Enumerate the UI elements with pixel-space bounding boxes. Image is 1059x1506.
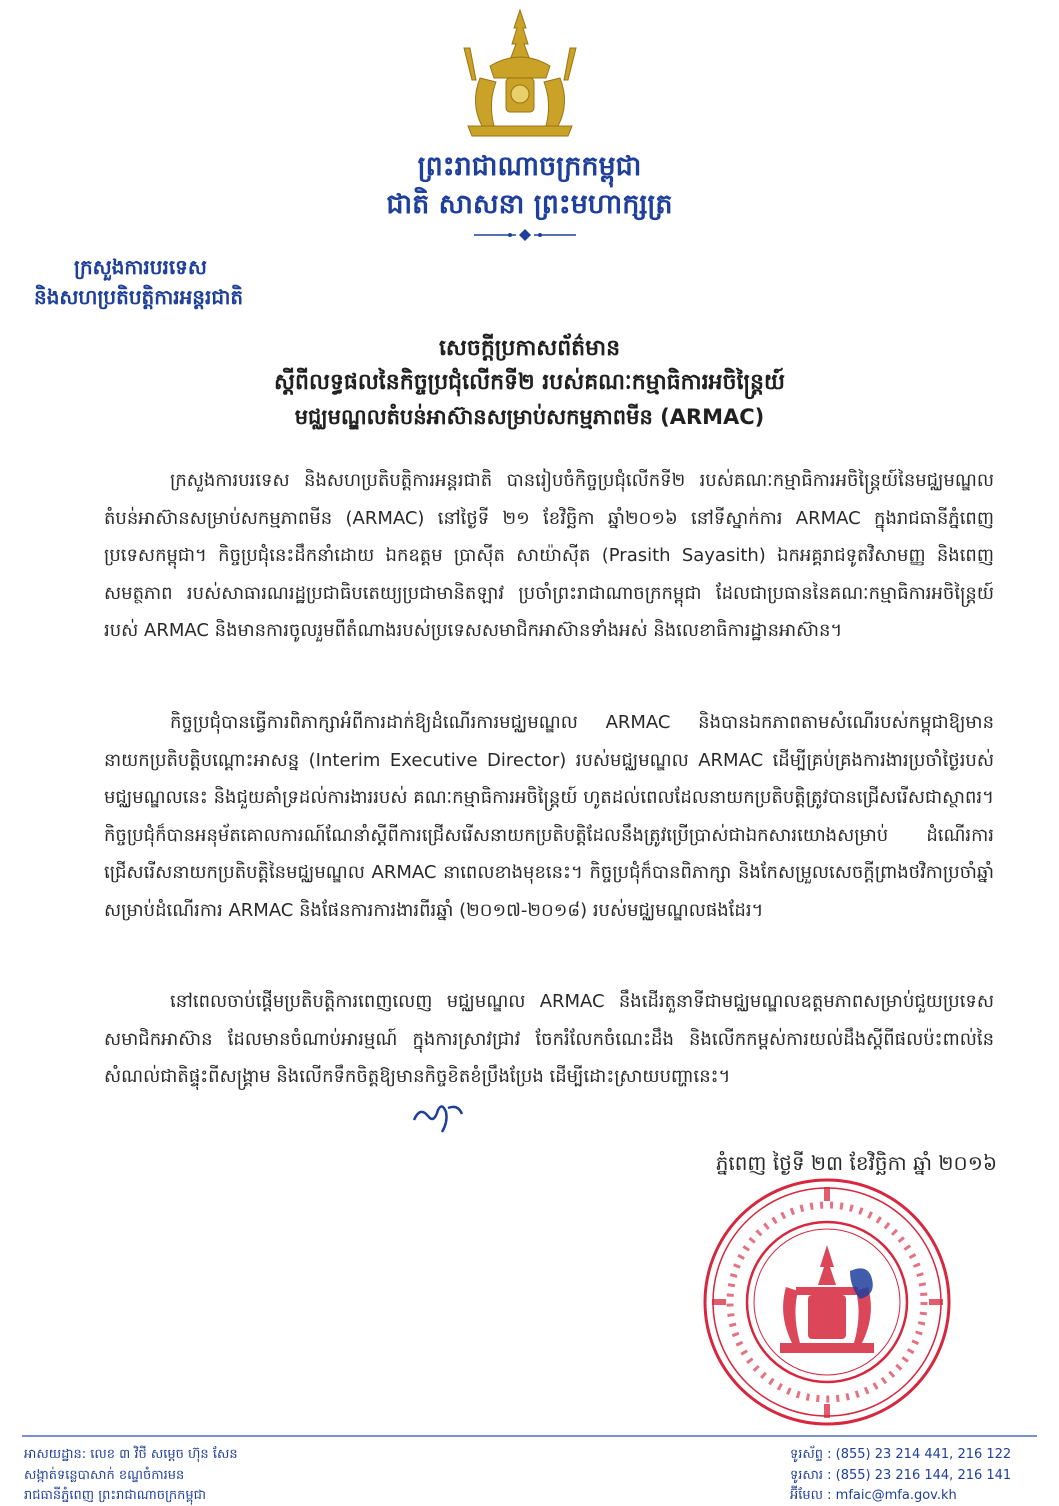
document-subject-line1: ស្តីពីលទ្ធផលនៃកិច្ចប្រជុំលើកទី២ របស់គណៈកម្មាធិការអចិន្ត្រៃយ៍: [274, 370, 785, 395]
kingdom-name: ព្រះរាជាណាចក្រកម្ពុជា: [417, 151, 642, 182]
footer-address-line2: សង្កាត់ទន្លេបាសាក់ ខណ្ឌចំការមន: [24, 1468, 185, 1483]
ministry-name-line1: ក្រសួងការបរទេស: [74, 255, 207, 279]
ornament-divider-icon: [470, 228, 580, 242]
end-mark-icon: [408, 1098, 468, 1138]
body-paragraph-2: កិច្ចប្រជុំបានធ្វើការពិភាក្សាអំពីការដាក់ឱ្យដំណើរការមជ្ឈមណ្ឌល ARMAC និងបានឯកភាពតាមសំណើរបស់កម្ពុជាឱ្យមាននាយកប្រតិបត្តិបណ្តោះអាសន្ន (Interim Executive Director) របស់មជ្ឈមណ្ឌល ARMAC ដើម្បីគ្រប់គ្រងការងារប្រចាំថ្ងៃរបស់មជ្ឈមណ្ឌលនេះ និងជួយគាំទ្រដល់ការងាររបស់ គណៈកម្មាធិការអចិន្ត្រៃយ៍ ហូតដល់ពេលដែលនាយកប្រតិបត្តិត្រូវបានជ្រើសរើសជាស្ថាពរ។ កិច្ចប្រជុំក៏បានអនុម័តគោលការណ៍ណែនាំស្តីពីការជ្រើសរើសនាយកប្រតិបត្តិដែលនឹងត្រូវប្រើប្រាស់ជាឯកសារយោងសម្រាប់ ដំណើរការជ្រើសរើសនាយកប្រតិបត្តិនៃមជ្ឈមណ្ឌល ARMAC នាពេលខាងមុខនេះ។ កិច្ចប្រជុំក៏បានពិភាក្សា និងកែសម្រួលសេចក្តីព្រាងថវិកាប្រចាំឆ្នាំសម្រាប់ដំណើរការ ARMAC និងផែនការការងារពីរឆ្នាំ (២០១៧-២០១៨) របស់មជ្ឈមណ្ឌលផងដែរ។: [104, 712, 994, 921]
body-paragraph-3: នៅពេលចាប់ផ្តើមប្រតិបត្តិការពេញលេញ មជ្ឈមណ្ឌល ARMAC នឹងដើរតួនាទីជាមជ្ឈមណ្ឌលឧត្តមភាពសម្រាប់ជួយប្រទេសសមាជិកអាស៊ាន ដែលមានចំណាប់អារម្មណ៍ ក្នុងការស្រាវជ្រាវ ចែករំលែកចំណេះដឹង និងលើកកម្ពស់ការយល់ដឹងស្តីពីផលប៉ះពាល់នៃសំណល់ជាតិផ្ទុះពីសង្គ្រាម និងលើកទឹកចិត្តឱ្យមានកិច្ចខិតខំប្រឹងប្រែង ដើម្បីដោះស្រាយបញ្ហានេះ។: [104, 991, 994, 1088]
body-paragraph-1: ក្រសួងការបរទេស និងសហប្រតិបត្តិការអន្តរជាតិ បានរៀបចំកិច្ចប្រជុំលើកទី២ របស់គណៈកម្មាធិការអចិន្ត្រៃយ៍នៃមជ្ឈមណ្ឌលតំបន់អាស៊ានសម្រាប់សកម្មភាពមីន (ARMAC) នៅថ្ងៃទី ២១ ខែវិច្ឆិកា ឆ្នាំ២០១៦ នៅទីស្នាក់ការ ARMAC ក្នុងរាជធានីភ្នំពេញ ប្រទេសកម្ពុជា។ កិច្ចប្រជុំនេះដឹកនាំដោយ ឯកឧត្តម ប្រាស៊ីត សាយ៉ាស៊ីត (Prasith Sayasith) ឯកអគ្គរាជទូតវិសាមញ្ញ និងពេញ សមត្ថភាព របស់សាធារណរដ្ឋប្រជាធិបតេយ្យប្រជាមានិតឡាវ ប្រចាំព្រះរាជាណាចក្រកម្ពុជា ដែលជាប្រធាននៃគណៈកម្មាធិការអចិន្ត្រៃយ៍របស់ ARMAC និងមានការចូលរួមពីតំណាងរបស់ប្រទេសសមាជិកអាស៊ានទាំងអស់ និងលេខាធិការដ្ឋានអាស៊ាន។: [104, 470, 994, 642]
footer-address-line3: រាជធានីភ្នំពេញ ព្រះរាជាណាចក្រកម្ពុជា: [24, 1488, 206, 1503]
national-motto: ជាតិ សាសនា ព្រះមហាក្សត្រ: [386, 189, 673, 220]
official-seal-icon: [700, 1175, 955, 1430]
footer-phone: ទូរស័ព្ទ : (855) 23 214 441, 216 122: [790, 1447, 1012, 1462]
footer-address-line1: អាសយដ្ឋាន: លេខ ៣ វិថី សម្តេច ហ៊ុន សែន: [24, 1447, 238, 1462]
footer-fax: ទូរសារ : (855) 23 216 144, 216 141: [790, 1468, 1012, 1483]
royal-emblem-icon: [450, 8, 590, 143]
footer-divider: [22, 1435, 1037, 1437]
document-title: សេចក្តីប្រកាសព័ត៌មាន: [438, 336, 621, 361]
footer-email: អ៊ីមែល : mfaic@mfa.gov.kh: [790, 1488, 957, 1503]
date-line: ភ្នំពេញ ថ្ងៃទី ២៣ ខែវិច្ឆិកា ឆ្នាំ ២០១៦: [715, 1151, 997, 1175]
ministry-name-line2: និងសហប្រតិបត្តិការអន្តរជាតិ: [34, 285, 244, 309]
document-subject-line2: មជ្ឈមណ្ឌលតំបន់អាស៊ានសម្រាប់សកម្មភាពមីន (ARMAC): [294, 405, 765, 429]
